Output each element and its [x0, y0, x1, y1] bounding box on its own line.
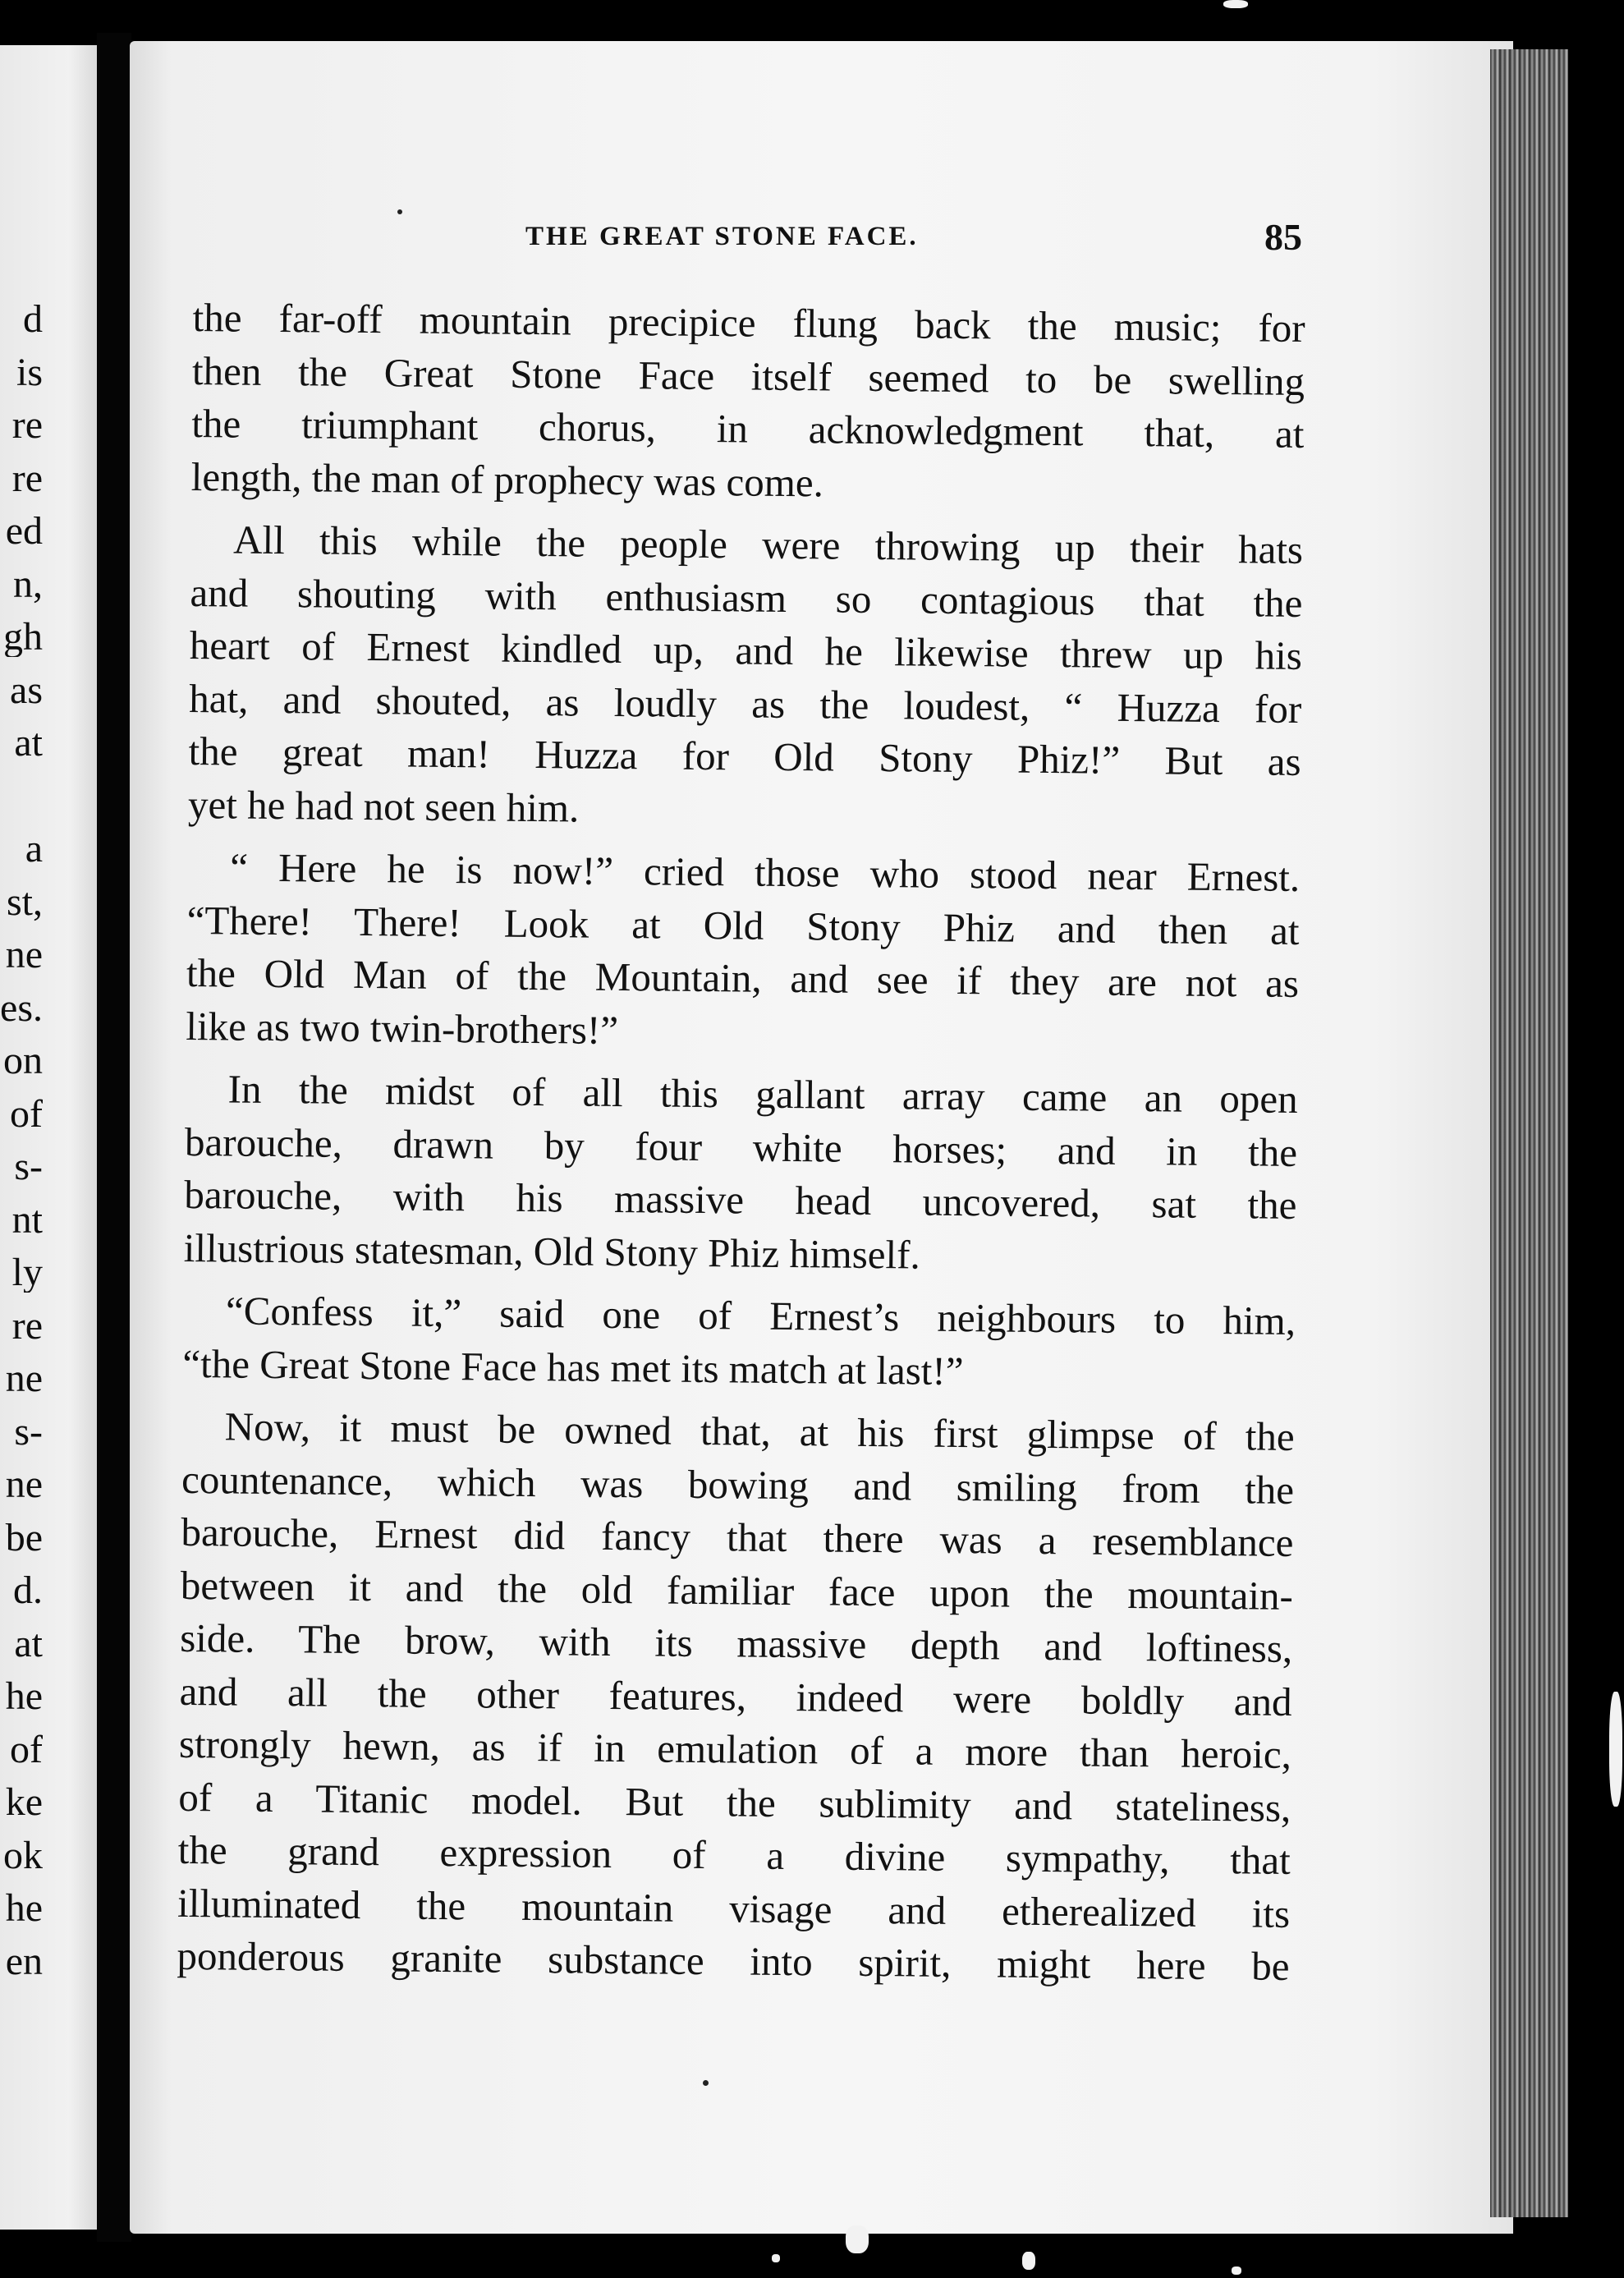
left-page-fragment: s- [14, 1412, 43, 1452]
left-page-fragment: be [5, 1518, 43, 1558]
scan-blot [1232, 2267, 1241, 2275]
left-page-fragment: en [5, 1941, 43, 1982]
text-line: barouche, drawn by four white horses; and in the [184, 1118, 1298, 1175]
text-line: length, the man of prophecy was come. [190, 453, 824, 505]
left-page-fragment: on [3, 1041, 43, 1081]
page-number: 85 [1264, 216, 1302, 258]
left-facing-page [0, 45, 99, 2230]
text-line: barouche, with his massive head uncovered, sat the [184, 1171, 1297, 1228]
text-line: side. The brow, with its massive depth and loftiness, [179, 1614, 1293, 1671]
scan-speck [703, 2080, 709, 2086]
text-line: of a Titanic model. But the sublimity and stateliness, [178, 1774, 1291, 1830]
text-line: strongly hewn, as if in emulation of a more than heroic, [178, 1720, 1292, 1777]
left-page-fragment: is [16, 352, 43, 393]
paragraph-2 [188, 513, 1304, 842]
text-line: “ Here he is now!” cried those who stood near Ernest. [230, 844, 1301, 900]
book-gutter [97, 33, 131, 2242]
running-head: THE GREAT STONE FACE. [525, 222, 919, 251]
text-line: ponderous granite substance into spirit, might here be [177, 1932, 1290, 1989]
left-page-fragment: of [10, 1729, 43, 1770]
left-page-fragment: as [10, 670, 43, 710]
scan-blot [1609, 1692, 1622, 1807]
scan-blot [1022, 2252, 1035, 2270]
left-page-fragment: at [14, 1624, 43, 1664]
left-page-fragment: ne [5, 1359, 43, 1398]
left-page-fragment: he [5, 1677, 43, 1716]
left-page-fragment: d [23, 300, 43, 339]
left-page-fragment: gh [3, 618, 43, 657]
text-line: the triumphant chorus, in acknowledgment that, at [191, 400, 1305, 457]
text-line: countenance, which was bowing and smiling from the [181, 1456, 1295, 1513]
left-page-fragment: re [11, 458, 43, 498]
text-line: hat, and shouted, as loudly as the loudest, “ Huzza for [188, 675, 1302, 732]
left-page-fragment: nt [11, 1200, 43, 1240]
scan-blot [1223, 0, 1248, 8]
left-page-fragment: ne [5, 935, 43, 975]
left-page-fragment: n, [13, 564, 43, 604]
text-line: All this while the people were throwing up their hats [232, 517, 1304, 572]
paragraph-4 [184, 1063, 1298, 1285]
scan-blot [846, 2225, 869, 2253]
left-page-fragment: st, [6, 882, 43, 922]
paragraph-3 [186, 841, 1300, 1063]
text-line: and all the other features, indeed were boldly and [179, 1668, 1292, 1725]
text-line: the far-off mountain precipice flung back the music; for [192, 294, 1305, 351]
text-line: between it and the old familiar face upon the mountain- [180, 1562, 1294, 1619]
text-line: “There! There! Look at Old Stony Phiz and then at [186, 897, 1300, 953]
text-line: the Old Man of the Mountain, and see if they are not as [186, 949, 1300, 1006]
text-line: illustrious statesman, Old Stony Phiz himself. [183, 1224, 921, 1278]
left-page-fragment: ne [5, 1465, 43, 1504]
left-page-fragment: es. [0, 988, 43, 1028]
text-line: barouche, Ernest did fancy that there was a resemblance [181, 1509, 1294, 1565]
left-page-fragment: re [11, 406, 43, 445]
text-line: the grand expression of a divine sympathy, that [177, 1826, 1291, 1883]
page-edges [1490, 49, 1568, 2217]
left-page-fragment: at [14, 723, 43, 763]
left-page-fragment: he [5, 1889, 43, 1928]
body-text [177, 292, 1305, 2003]
text-line: like as two twin-brothers!” [186, 1003, 619, 1053]
paragraph-1 [191, 292, 1305, 514]
left-page-fragment: s- [14, 1147, 43, 1187]
left-page-fragment: ke [5, 1783, 43, 1822]
text-line: the great man! Huzza for Old Stony Phiz!” But as [188, 728, 1301, 784]
text-line: “the Great Stone Face has met its match at last!” [182, 1340, 964, 1394]
left-page-fragment: ok [3, 1835, 43, 1876]
scan-blot [772, 2254, 780, 2262]
paragraph-6 [177, 1400, 1295, 1993]
left-page-fragment: ly [11, 1253, 43, 1293]
left-page-fragment: ed [5, 512, 43, 551]
text-line: In the midst of all this gallant array came an open [227, 1066, 1298, 1122]
text-line: yet he had not seen him. [187, 781, 580, 831]
text-line: then the Great Stone Face itself seemed to be swelling [191, 347, 1305, 404]
text-line: “Confess it,” said one of Ernest’s neighbours to him, [225, 1288, 1296, 1343]
left-page-fragment: a [25, 829, 43, 869]
left-page-fragment: of [10, 1094, 43, 1134]
text-line: heart of Ernest kindled up, and he likewise threw up his [189, 622, 1303, 678]
left-page-fragment: re [11, 1306, 43, 1346]
paragraph-5 [182, 1284, 1296, 1401]
text-line: illuminated the mountain visage and etherealized its [177, 1880, 1291, 1936]
scan-speck [397, 209, 402, 214]
left-page-fragment: d. [13, 1571, 43, 1610]
text-line: Now, it must be owned that, at his first glimpse of the [224, 1403, 1295, 1459]
text-line: and shouting with enthusiasm so contagious that the [190, 569, 1303, 626]
